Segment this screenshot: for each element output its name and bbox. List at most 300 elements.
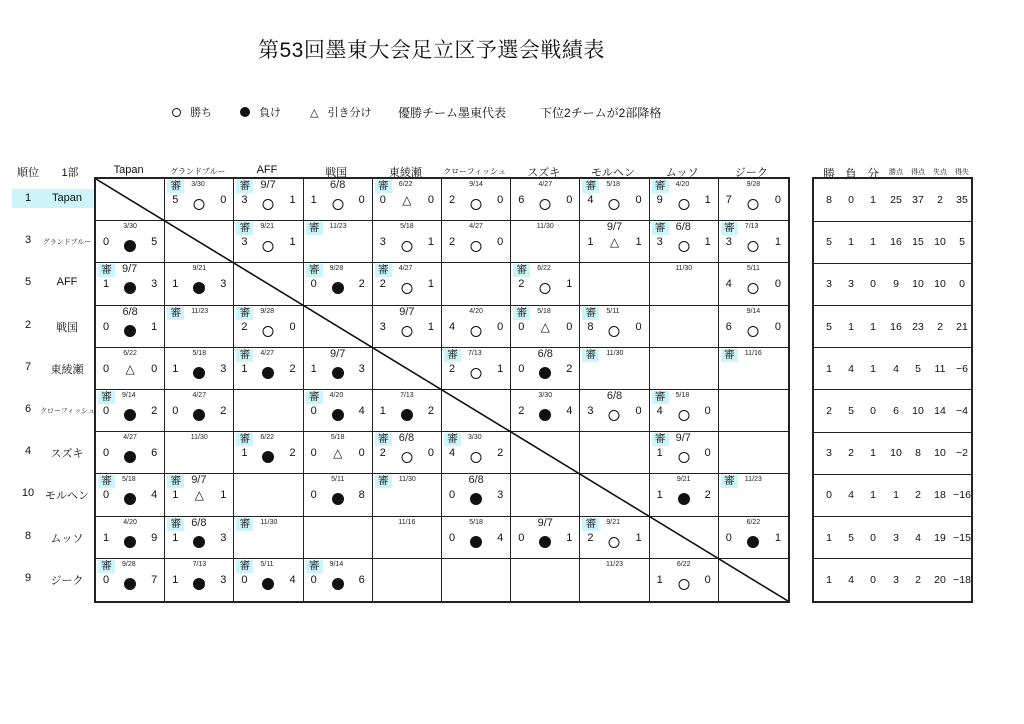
legend-win-label: 勝ち <box>190 107 213 119</box>
score-for: 4 <box>449 320 456 333</box>
stat-value: 3 <box>826 447 832 460</box>
stat-value: 0 <box>870 573 876 586</box>
team-name: クローフィッシュ <box>40 408 95 415</box>
stat-value: 2 <box>826 405 832 417</box>
stat-value: 1 <box>870 194 876 206</box>
team-name: グランドブルー <box>42 239 92 247</box>
stat-value: 10 <box>912 278 924 291</box>
score-against: 6 <box>358 573 365 586</box>
draw-triangle-icon: △ <box>333 446 343 461</box>
stat-value: −15 <box>953 531 971 544</box>
stat-value: 8 <box>915 447 921 460</box>
draw-triangle-icon: △ <box>402 193 412 207</box>
score-against: 1 <box>704 236 711 249</box>
score-against: 2 <box>427 405 434 417</box>
referee-badge: 審 <box>652 180 669 193</box>
stat-value: 25 <box>890 194 902 206</box>
stat-value: 3 <box>826 278 832 291</box>
stat-value: 5 <box>848 405 854 417</box>
score-for: 2 <box>449 362 456 375</box>
score-against: 0 <box>774 194 781 206</box>
team-rank: 3 <box>24 234 32 247</box>
score-against: 7 <box>151 573 158 586</box>
score-against: 0 <box>566 320 573 333</box>
match-date: 6/8 <box>675 221 691 234</box>
stats-column-header: 勝 <box>822 167 835 181</box>
score-for: 2 <box>518 278 525 291</box>
stat-value: 2 <box>937 194 943 206</box>
score-for: 5 <box>172 194 179 206</box>
score-against: 0 <box>635 320 642 333</box>
match-date: 4/27 <box>123 434 137 442</box>
referee-badge: 審 <box>236 222 253 235</box>
match-date: 9/21 <box>606 518 621 526</box>
score-for: 0 <box>310 278 317 291</box>
stat-value: −4 <box>956 405 968 417</box>
stats-column-header: 負 <box>844 167 857 181</box>
score-for: 0 <box>310 405 317 417</box>
column-header: Tapan <box>113 164 144 176</box>
score-for: 0 <box>379 194 386 206</box>
match-date: 9/28 <box>746 181 761 188</box>
stat-value: 35 <box>956 194 968 206</box>
score-against: 4 <box>566 405 573 417</box>
score-against: 6 <box>151 447 158 460</box>
referee-badge: 審 <box>375 475 392 488</box>
legend-draw-label: 引き分け <box>327 107 372 119</box>
score-for: 0 <box>103 236 110 249</box>
team-rank: 9 <box>24 571 32 584</box>
stat-value: 3 <box>893 531 899 544</box>
stat-value: 0 <box>870 405 876 417</box>
referee-badge: 審 <box>582 180 599 193</box>
match-date: 5/18 <box>606 181 621 188</box>
match-date: 4/27 <box>260 349 275 357</box>
stat-value: 10 <box>912 405 924 417</box>
team-rank: 4 <box>24 445 32 458</box>
score-against: 4 <box>289 573 296 586</box>
match-date: 9/7 <box>122 263 138 276</box>
stat-value: 19 <box>934 531 946 544</box>
stat-value: 5 <box>848 531 854 544</box>
score-for: 2 <box>587 531 594 544</box>
score-for: 0 <box>103 489 110 502</box>
score-against: 2 <box>289 362 296 375</box>
score-for: 4 <box>725 278 732 291</box>
team-name: スズキ <box>50 448 84 461</box>
score-for: 7 <box>725 194 732 206</box>
stat-value: 1 <box>848 320 854 333</box>
stat-value: 2 <box>915 489 921 502</box>
standings-row <box>814 179 971 222</box>
stat-value: 4 <box>893 362 899 375</box>
score-for: 0 <box>103 447 110 460</box>
stat-value: 1 <box>826 362 832 375</box>
score-against: 3 <box>358 362 365 375</box>
score-against: 1 <box>289 194 296 206</box>
score-against: 9 <box>151 531 158 544</box>
match-date: 9/14 <box>746 307 761 315</box>
score-for: 1 <box>172 489 179 502</box>
draw-triangle-icon: △ <box>609 235 620 250</box>
team-rank: 7 <box>24 360 32 373</box>
match-date: 7/13 <box>744 223 759 231</box>
score-for: 1 <box>310 194 317 206</box>
score-against: 1 <box>566 531 573 544</box>
score-against: 3 <box>151 278 158 291</box>
score-against: 0 <box>497 236 504 249</box>
match-date: 6/22 <box>123 349 137 357</box>
score-for: 3 <box>656 236 663 249</box>
match-date: 6/22 <box>398 181 413 188</box>
stats-column-header: 得点 <box>911 169 925 176</box>
score-against: 0 <box>427 447 434 460</box>
score-against: 0 <box>566 194 573 206</box>
score-against: 0 <box>774 278 781 291</box>
stat-value: 1 <box>893 489 899 502</box>
score-for: 1 <box>241 447 248 460</box>
score-for: 0 <box>310 447 317 460</box>
team-rank: 1 <box>24 192 32 204</box>
score-against: 5 <box>151 236 158 249</box>
match-date: 3/30 <box>123 223 137 231</box>
score-against: 1 <box>704 194 711 206</box>
results-grid <box>94 177 790 603</box>
standings-row <box>814 432 971 475</box>
stat-value: 5 <box>915 362 921 375</box>
score-against: 1 <box>635 531 642 544</box>
standings-row <box>814 559 971 602</box>
score-for: 1 <box>172 573 179 586</box>
referee-badge: 審 <box>98 264 115 277</box>
referee-badge: 審 <box>652 391 669 404</box>
score-against: 0 <box>635 405 642 417</box>
score-for: 3 <box>241 194 248 206</box>
stat-value: 37 <box>912 194 924 206</box>
score-against: 0 <box>774 320 781 333</box>
score-against: 0 <box>289 320 296 333</box>
score-against: 2 <box>151 405 158 417</box>
score-for: 0 <box>518 320 525 333</box>
score-against: 2 <box>704 489 711 502</box>
match-date: 6/8 <box>537 347 553 360</box>
score-against: 0 <box>220 194 227 206</box>
score-against: 2 <box>566 362 573 375</box>
match-date: 5/18 <box>122 476 136 484</box>
referee-badge: 審 <box>167 475 184 488</box>
stat-value: −6 <box>956 362 968 375</box>
stat-value: 18 <box>934 489 946 502</box>
column-header: スズキ <box>527 167 561 179</box>
column-header: AFF <box>256 164 278 176</box>
referee-badge: 審 <box>167 307 184 320</box>
stat-value: 1 <box>826 573 832 586</box>
score-against: 0 <box>635 194 642 206</box>
stat-value: 4 <box>915 531 921 544</box>
match-date: 11/23 <box>605 560 623 568</box>
page-title: 第53回墨東大会足立区予選会戦績表 <box>258 39 605 62</box>
draw-triangle-icon: △ <box>125 361 135 376</box>
score-against: 1 <box>427 278 434 291</box>
match-date: 9/14 <box>329 560 344 568</box>
match-date: 9/7 <box>537 516 553 529</box>
score-for: 1 <box>103 531 110 544</box>
score-for: 0 <box>725 531 732 544</box>
score-against: 3 <box>220 278 227 291</box>
circle-outline-icon <box>172 108 181 117</box>
match-date: 9/21 <box>260 223 275 231</box>
score-for: 1 <box>172 278 179 291</box>
score-against: 1 <box>635 236 642 249</box>
match-date: 11/30 <box>536 223 554 231</box>
match-date: 9/7 <box>260 179 276 191</box>
stat-value: 1 <box>848 236 854 249</box>
score-against: 3 <box>220 573 227 586</box>
match-date: 4/27 <box>398 265 413 273</box>
circle-filled-icon <box>240 107 250 117</box>
stat-value: 2 <box>915 573 921 586</box>
score-for: 3 <box>379 236 386 249</box>
score-against: 2 <box>220 405 227 417</box>
score-for: 0 <box>310 489 317 502</box>
stat-value: 2 <box>937 320 943 333</box>
match-date: 9/7 <box>675 432 691 445</box>
stat-value: 20 <box>934 573 946 586</box>
match-date: 5/11 <box>331 476 345 484</box>
referee-badge: 審 <box>236 307 253 320</box>
score-for: 0 <box>518 362 525 375</box>
match-date: 5/11 <box>746 265 760 273</box>
team-name: AFF <box>56 276 78 289</box>
stat-value: 10 <box>890 447 902 460</box>
stat-value: 3 <box>848 278 854 291</box>
match-date: 9/21 <box>192 265 207 273</box>
standings-row <box>814 474 971 517</box>
referee-badge: 審 <box>306 222 323 235</box>
team-name: モルヘン <box>45 490 89 503</box>
referee-badge: 審 <box>167 518 184 531</box>
score-for: 2 <box>241 320 248 333</box>
score-against: 1 <box>427 236 434 249</box>
score-for: 1 <box>241 362 248 375</box>
standings-row <box>814 390 971 433</box>
score-for: 4 <box>449 447 456 460</box>
referee-badge: 審 <box>306 391 323 404</box>
match-date: 6/8 <box>468 474 484 487</box>
team-name: 東綾瀬 <box>50 363 84 376</box>
match-date: 3/30 <box>191 181 205 188</box>
score-for: 3 <box>587 405 594 417</box>
legend-loss-label: 負け <box>259 107 282 119</box>
referee-badge: 審 <box>306 264 323 277</box>
score-against: 2 <box>497 447 504 460</box>
referee-badge: 審 <box>444 349 461 362</box>
referee-badge: 審 <box>236 560 253 573</box>
team-name: ムッソ <box>50 532 84 545</box>
score-against: 2 <box>289 447 296 460</box>
score-against: 1 <box>289 236 296 249</box>
stat-value: 0 <box>870 278 876 291</box>
score-for: 1 <box>656 489 663 502</box>
stat-value: 10 <box>934 278 946 291</box>
stat-value: 5 <box>826 236 832 249</box>
match-date: 11/30 <box>398 476 416 484</box>
referee-badge: 審 <box>167 180 184 193</box>
match-date: 9/7 <box>606 221 623 234</box>
match-date: 9/28 <box>122 560 136 568</box>
legend-note-champion: 優勝チーム墨東代表 <box>398 106 507 120</box>
team-rank: 10 <box>21 487 35 500</box>
match-date: 6/22 <box>537 265 551 273</box>
score-against: 4 <box>358 405 365 417</box>
match-date: 9/28 <box>329 265 344 273</box>
score-for: 4 <box>656 405 663 417</box>
match-date: 4/27 <box>192 392 207 399</box>
referee-badge: 審 <box>721 475 738 488</box>
score-against: 1 <box>220 489 227 502</box>
match-date: 4/20 <box>675 181 690 188</box>
column-header: モルヘン <box>590 167 635 179</box>
match-date: 6/8 <box>606 390 623 402</box>
score-against: 0 <box>704 447 711 460</box>
match-date: 11/16 <box>744 349 762 357</box>
team-rank: 8 <box>24 529 32 542</box>
score-for: 4 <box>587 194 594 206</box>
referee-badge: 審 <box>236 433 253 446</box>
match-date: 3/30 <box>538 392 553 399</box>
team-name: Tapan <box>52 192 82 204</box>
standings-row <box>814 221 971 264</box>
score-for: 2 <box>449 194 456 206</box>
stat-value: 4 <box>848 362 854 375</box>
stats-column-header: 分 <box>866 167 879 181</box>
referee-badge: 審 <box>375 264 392 277</box>
stat-value: 0 <box>848 194 854 206</box>
score-for: 1 <box>587 236 594 249</box>
match-date: 11/16 <box>398 518 416 526</box>
column-header: グランドブルー <box>170 167 226 176</box>
stat-value: −18 <box>953 573 971 586</box>
standings-row <box>814 306 971 349</box>
stat-value: 1 <box>826 531 832 544</box>
column-header: 戦国 <box>325 167 348 179</box>
match-date: 11/23 <box>329 223 347 231</box>
diagonal-line <box>96 179 788 601</box>
score-for: 1 <box>379 405 386 417</box>
referee-badge: 審 <box>513 307 530 320</box>
score-for: 1 <box>103 278 110 291</box>
score-for: 0 <box>103 320 110 333</box>
match-date: 5/18 <box>537 307 551 315</box>
match-date: 9/21 <box>676 476 691 484</box>
referee-badge: 審 <box>582 518 599 531</box>
score-against: 8 <box>358 489 365 502</box>
score-against: 3 <box>220 531 227 544</box>
match-date: 6/22 <box>746 518 761 526</box>
score-for: 1 <box>310 362 317 375</box>
match-date: 11/23 <box>744 476 762 484</box>
score-for: 1 <box>656 573 663 586</box>
score-against: 0 <box>358 194 365 206</box>
legend-loss <box>240 104 281 120</box>
score-against: 0 <box>704 573 711 586</box>
stat-value: 21 <box>956 320 968 333</box>
stat-value: 0 <box>870 531 876 544</box>
score-against: 1 <box>774 236 781 249</box>
match-date: 11/30 <box>606 349 624 357</box>
referee-badge: 審 <box>98 560 115 573</box>
match-date: 9/14 <box>469 181 483 188</box>
score-for: 1 <box>656 447 663 460</box>
stat-value: 1 <box>870 447 876 460</box>
match-date: 5/18 <box>675 392 690 399</box>
referee-badge: 審 <box>236 518 253 531</box>
score-for: 0 <box>449 531 456 544</box>
stat-value: 3 <box>893 573 899 586</box>
score-for: 2 <box>449 236 456 249</box>
referee-badge: 審 <box>236 180 253 193</box>
score-for: 6 <box>725 320 732 333</box>
referee-badge: 審 <box>721 349 738 362</box>
score-against: 1 <box>774 531 781 544</box>
standings-row <box>814 263 971 306</box>
stat-value: 0 <box>826 489 832 502</box>
stat-value: 5 <box>826 320 832 333</box>
score-against: 0 <box>151 362 158 375</box>
match-date: 11/30 <box>190 434 208 442</box>
draw-triangle-icon: △ <box>194 488 204 503</box>
referee-badge: 審 <box>582 307 599 320</box>
stat-value: 6 <box>893 405 899 417</box>
score-for: 3 <box>241 236 248 249</box>
stat-value: 4 <box>848 489 854 502</box>
team-rank: 6 <box>24 403 32 415</box>
stat-value: 0 <box>959 278 965 291</box>
column-header: ムッソ <box>665 167 699 179</box>
score-against: 3 <box>497 489 504 502</box>
match-date: 7/13 <box>468 349 482 357</box>
match-date: 9/7 <box>330 347 346 360</box>
stat-value: 14 <box>934 405 946 417</box>
referee-badge: 審 <box>444 433 461 446</box>
score-against: 0 <box>704 405 711 417</box>
stat-value: 11 <box>934 362 946 375</box>
stats-column-header: 失点 <box>933 169 947 176</box>
score-for: 1 <box>172 362 179 375</box>
match-date: 5/18 <box>400 223 414 231</box>
match-date: 6/8 <box>191 516 207 529</box>
stat-value: 5 <box>959 236 965 249</box>
score-against: 1 <box>427 320 434 333</box>
score-against: 1 <box>497 362 504 375</box>
score-against: 0 <box>427 194 434 206</box>
score-for: 3 <box>379 320 386 333</box>
stat-value: 1 <box>870 489 876 502</box>
stat-value: 15 <box>912 236 924 249</box>
match-date: 7/13 <box>192 560 207 568</box>
score-against: 0 <box>358 447 365 460</box>
team-rank: 2 <box>24 318 32 331</box>
legend-draw <box>310 104 372 120</box>
score-for: 0 <box>241 573 248 586</box>
stat-value: −2 <box>956 447 968 460</box>
standings-row <box>814 517 971 560</box>
stat-value: 4 <box>848 573 854 586</box>
stats-column-header: 得失 <box>955 169 969 176</box>
legend-win <box>172 104 212 120</box>
score-for: 0 <box>103 362 110 375</box>
stat-value: 1 <box>870 320 876 333</box>
